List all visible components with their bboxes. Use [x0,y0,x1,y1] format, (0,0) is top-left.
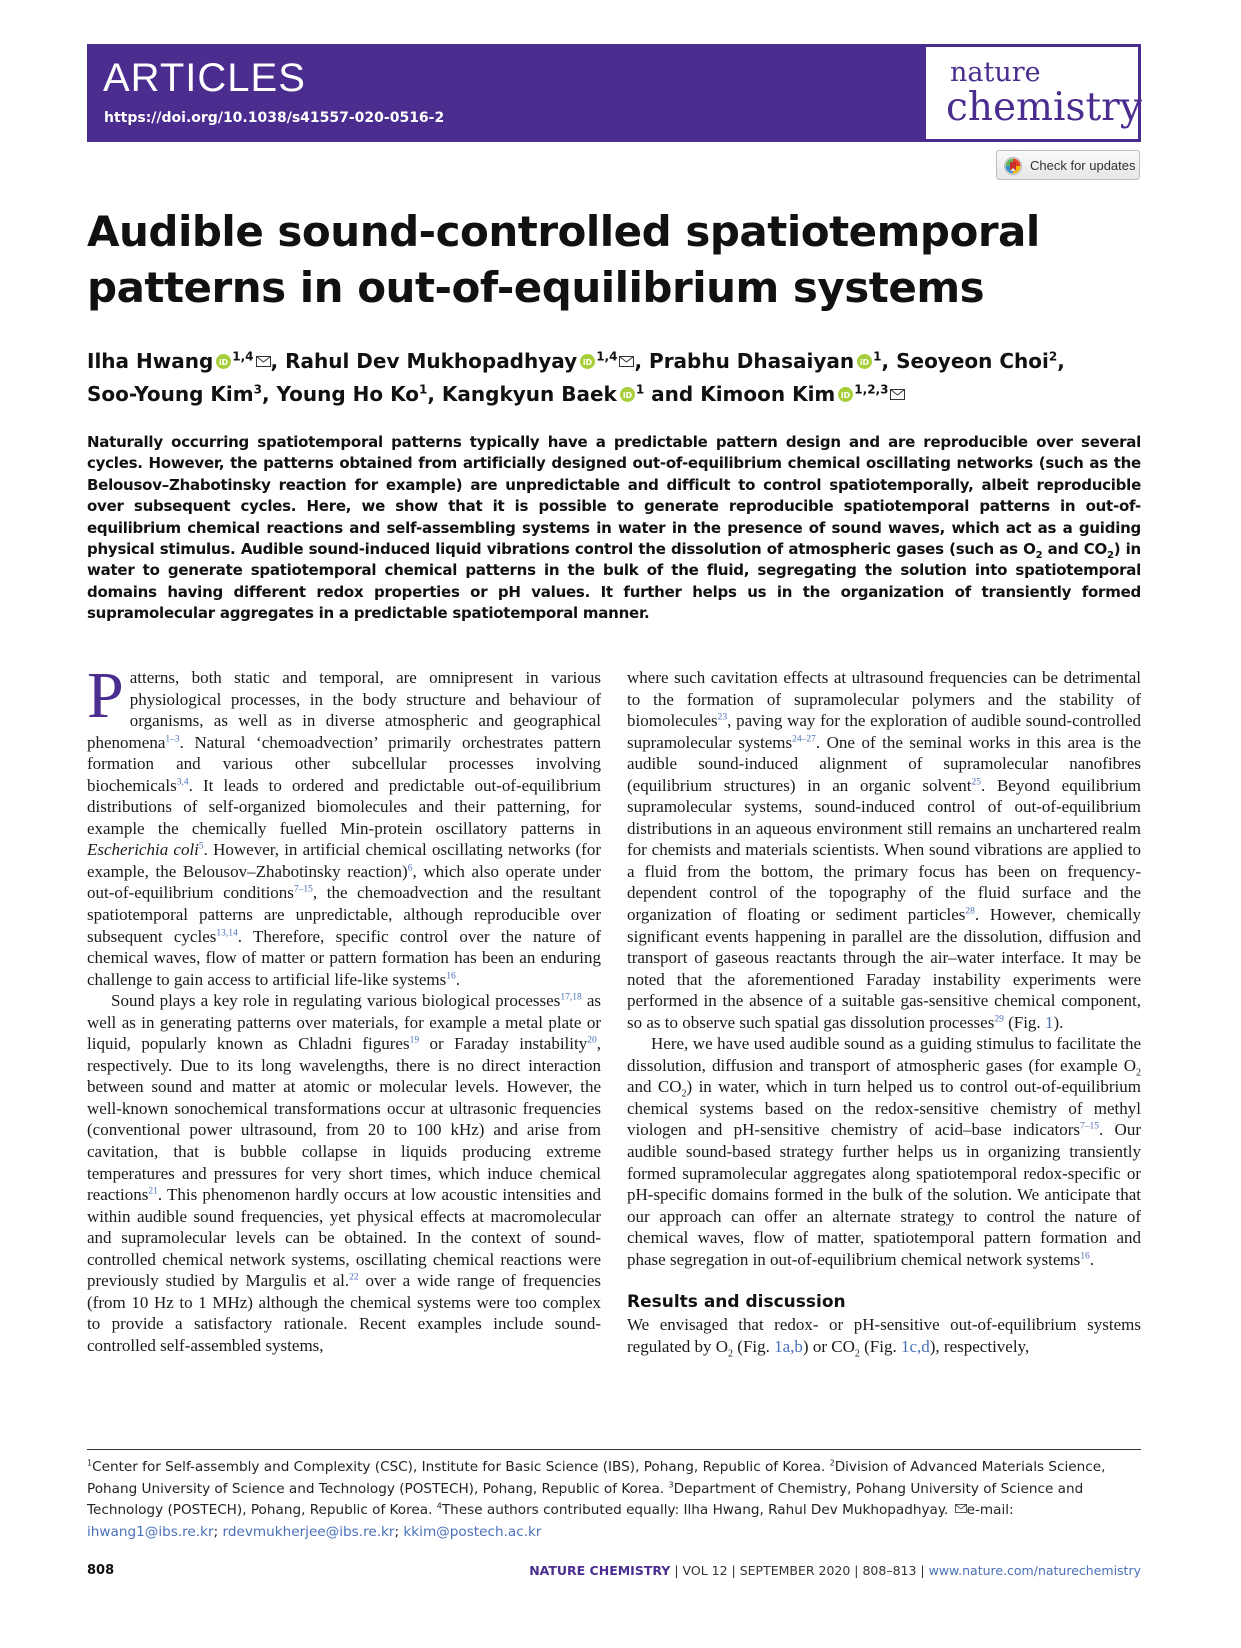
figure-link[interactable]: 1 [1044,1012,1054,1032]
ref-link[interactable]: 16 [1080,1251,1090,1262]
section-label: ARTICLES [103,56,306,100]
email-link[interactable]: rdevmukherjee@ibs.re.kr [222,1523,395,1540]
check-for-updates-label: Check for updates [1030,158,1136,173]
author-name[interactable]: Kimoon Kim [700,382,836,406]
email-icon[interactable] [256,356,271,367]
ref-link[interactable]: 24–27 [792,733,816,744]
orcid-icon[interactable] [580,354,595,369]
journal-logo-line2: chemistry [946,85,1142,130]
author-affiliation: 1 [873,349,882,364]
orcid-icon[interactable] [857,354,872,369]
orcid-icon[interactable] [838,387,853,402]
ref-link[interactable]: 3,4 [176,777,189,788]
email-icon [955,1504,967,1513]
author-affiliation: 1,4 [596,349,618,364]
paragraph-intro: Patterns, both static and temporal, are omnipresent in various physiological processes, in the body structure and behaviour of organisms, as well as in diverse atmospheric and geographical phenomena$^{1-3}$. Natural ‘chemoadvection’ primarily orchestrates pattern formation and various other subcellular processes involving biochemicals$^{3,4}$. It leads to ordered and predictable out-of-equilibrium distributions of self-organized biomolecules and their patterning, for example the chemically fuelled Min-protein oscillatory patterns in Escherichia coli$^5$. However, in artificial chemical oscillating networks (for example, the Belousov–Zhabotinsky reaction)$^6$, which also operate under out-of-equilibrium conditions$^{7-15}$, the chemoadvection and the resultant spatiotemporal patterns are unpredictable, although reproducible over subsequent cycles$^{13,14}$. Therefore, specific control over the nature of chemical waves, flow of matter or pattern formation has been an enduring challenge to gain access to artificial life-like systems$^{16}$. [87,659,601,989]
author-affiliation: 1 [419,382,428,397]
orcid-icon[interactable] [216,354,231,369]
ref-link[interactable]: 29 [994,1014,1004,1025]
author-name[interactable]: Kangkyun Baek [441,382,617,406]
email-icon[interactable] [619,356,634,367]
ref-link[interactable]: 21 [148,1186,158,1197]
figure-link[interactable]: 1c,d [900,1336,930,1356]
body-column-right [627,667,1141,1360]
paragraph-results: We envisaged that redox- or pH-sensitive out-of-equilibrium systems regulated by $O_2$ (Fig. 1a,b) or $CO_2$ (Fig. 1c,d), respectively, [627,1315,1141,1360]
author-name[interactable]: Rahul Dev Mukhopadhyay [285,349,578,373]
email-link[interactable]: kkim@postech.ac.kr [403,1523,542,1540]
ref-link[interactable]: 22 [349,1272,359,1283]
paragraph-approach: Here, we have used audible sound as a guiding stimulus to facilitate the dissolution, diffusion and transport of atmospheric gases (for example $O_2$ and $CO_2$) in water, which in turn helped us to control out-of-equilibrium chemical systems based on the redox-sensitive chemistry of methyl viologen and pH-sensitive chemistry of acid–base indicators$^{7-15}$. Our audible sound-based strategy further helps us in organizing transiently formed supramolecular aggregates along spatiotemporal redox-specific or pH-specific domains formed in the bulk of the solution. We anticipate that our approach can offer an alternate strategy to control the nature of chemical waves, flow of matter, spatiotemporal pattern formation and phase segregation in out-of-equilibrium chemical network systems$^{16}$. [627,1034,1141,1269]
paragraph-sound: Sound plays a key role in regulating various biological processes$^{17,18}$ as well as in generating patterns over materials, for example a metal plate or liquid, popularly known as Chladni figures$^{19}$ or Faraday instability$^{20}$, respectively. Due to its long wavelengths, there is no direct interaction between sound and matter at atomic or molecular levels. However, the well-known sonochemical transformations occur at ultrasonic frequencies (conventional power ultrasound, from 20 to 100 kHz) and arise from cavitation, that is bubble collapse in liquids producing extreme temperatures and pressures for very short times, which induce chemical reactions$^{21}$. This phenomenon hardly occurs at low acoustic intensities and within audible sound frequencies, yet physical effects at macromolecular and supramolecular levels can be obtained. In the context of sound-controlled chemical network systems, oscillating chemical reactions were previously studied by Margulis et al.$^{22}$ over a wide range of frequencies (from 10 Hz to 1 MHz) although the chemical systems were too complex to provide a satisfactory rationale. Recent examples include sound-controlled self-assembled systems, [87,991,601,1355]
svg-text:iD: iD [622,390,633,400]
email-icon[interactable] [890,389,905,400]
ref-link[interactable]: 1–3 [165,733,180,744]
figure-link[interactable]: 1a,b [774,1336,803,1356]
journal-citation: NATURE CHEMISTRY | VOL 12 | SEPTEMBER 2020 | 808–813 | www.nature.com/naturechemistry [529,1563,1141,1578]
section-heading: Results and discussion [627,1292,846,1313]
author-name[interactable]: Seoyeon Choi [896,349,1049,373]
footnote-divider [87,1449,1141,1450]
journal-url[interactable]: www.nature.com/naturechemistry [928,1563,1141,1578]
author-affiliation: 1 [635,382,645,397]
journal-logo-line1: nature [950,57,1041,88]
abstract: Naturally occurring spatiotemporal patterns typically have a predictable pattern design and are reproducible over several cycles. However, the patterns obtained from artificially designed out-of-equilibrium chemical oscillating networks (such as the Belousov–Zhabotinsky reaction for example) are unpredictable and difficult to control spatiotemporally, albeit reproducible over subsequent cycles. Here, we show that it is possible to generate reproducible spatiotemporal patterns in out-of-equilibrium chemical reactions and self-assembling systems in water in the presence of sound waves, which act as a guiding physical stimulus. Audible sound-induced liquid vibrations control the dissolution of atmospheric gases (such as $O_2$ and $CO_2$) in water to generate spatiotemporal chemical patterns in the bulk of the fluid, segregating the solution into spatiotemporal domains having different redox properties or pH values. It further helps us in the organization of transiently formed supramolecular aggregates in a predictable spatiotemporal manner. [87,433,1141,623]
journal-logo[interactable] [923,44,1141,142]
ref-link[interactable]: 23 [717,712,728,723]
paragraph-sound-continued: where such cavitation effects at ultrasound frequencies can be detrimental to the formation of supramolecular polymers and the stability of biomolecules$^{23}$, paving way for the exploration of audible sound-controlled supramolecular systems$^{24-27}$. One of the seminal works in this area is the audible sound-induced alignment of supramolecular nanofibres (equilibrium structures) in an organic solvent$^{25}$. Beyond equilibrium supramolecular systems, sound-induced control of out-of-equilibrium distributions in an aqueous environment still remains an unchartered realm for chemists and materials scientists. When sound vibrations are applied to a fluid from the bottom, the primary focus has been on frequency-dependent control of the topography of the fluid surface and the organization of floating or sediment particles$^{28}$. However, chemically significant events happening in parallel are the dissolution, diffusion and transport of gaseous reactants through the air–water interface. It may be noted that the aforementioned Faraday instability experiments were performed in the absence of a suitable gas-sensitive chemical component, so as to observe such spatial gas dissolution processes$^{29}$ (Fig. 1). [627,668,1141,1032]
ref-link[interactable]: 16 [446,971,456,981]
author-name[interactable]: Soo-Young Kim [87,382,254,406]
ref-link[interactable]: 6 [407,863,413,874]
svg-text:iD: iD [860,357,870,367]
author-list: Ilha Hwang iD $^{1,4}$ , Rahul Dev Mukhopadhyay iD $^{1,4}$ , Prabhu Dhasaiyan iD $^1$, Seoyeon Choi$^2$, Soo-Young Kim$^3$, Young Ho Ko$^1$, Kangkyun Baek iD $^1$ and Kimoon Kim iD $^{1,2,3}$ [87,349,1065,406]
affiliations: $^1$Center for Self-assembly and Complexity (CSC), Institute for Basic Science (IBS), Pohang, Republic of Korea. $^2$Division of Advanced Materials Science, Pohang University of Science and Technology (POSTECH), Pohang, Republic of Korea. $^3$Department of Chemistry, Pohang University of Science and Technology (POSTECH), Pohang, Republic of Korea. $^4$These authors contributed equally: Ilha Hwang, Rahul Dev Mukhopadhyay. e-mail: ihwang1@ibs.re.kr; rdevmukherjee@ibs.re.kr; kkim@postech.ac.kr [87,1458,1106,1540]
ref-link[interactable]: 5 [198,841,204,852]
author-name[interactable]: Young Ho Ko [276,382,419,406]
author-affiliation: 1,4 [232,349,254,364]
ref-link[interactable]: 13,14 [216,927,238,938]
author-affiliation: 3 [253,382,262,397]
drop-cap: P [87,659,124,732]
svg-text:iD: iD [583,357,593,367]
ref-link[interactable]: 19 [409,1035,420,1046]
orcid-icon[interactable] [620,387,635,402]
author-name[interactable]: Prabhu Dhasaiyan [649,349,855,373]
author-name[interactable]: Ilha Hwang [87,349,214,373]
ref-link[interactable]: 7–15 [1080,1121,1099,1132]
ref-link[interactable]: 25 [971,777,982,788]
svg-text:iD: iD [841,390,851,400]
email-link[interactable]: ihwang1@ibs.re.kr [87,1523,214,1540]
check-for-updates-button[interactable] [996,150,1140,180]
article-title: Audible sound-controlled spatiotemporal patterns in out-of-equilibrium systems [87,207,1040,312]
ref-link[interactable]: 20 [587,1035,597,1046]
ref-link[interactable]: 28 [965,906,975,917]
crossmark-icon [1004,157,1022,175]
ref-link[interactable]: 17,18 [560,992,582,1003]
ref-link[interactable]: 7–15 [293,884,313,895]
page-number: 808 [87,1563,115,1578]
author-affiliation: 2 [1048,349,1058,364]
article-header-banner [87,44,1141,142]
svg-text:iD: iD [219,357,229,367]
doi-link[interactable]: https://doi.org/10.1038/s41557-020-0516-2 [104,110,445,126]
author-affiliation: 1,2,3 [854,382,889,397]
body-column-left [87,659,601,1357]
